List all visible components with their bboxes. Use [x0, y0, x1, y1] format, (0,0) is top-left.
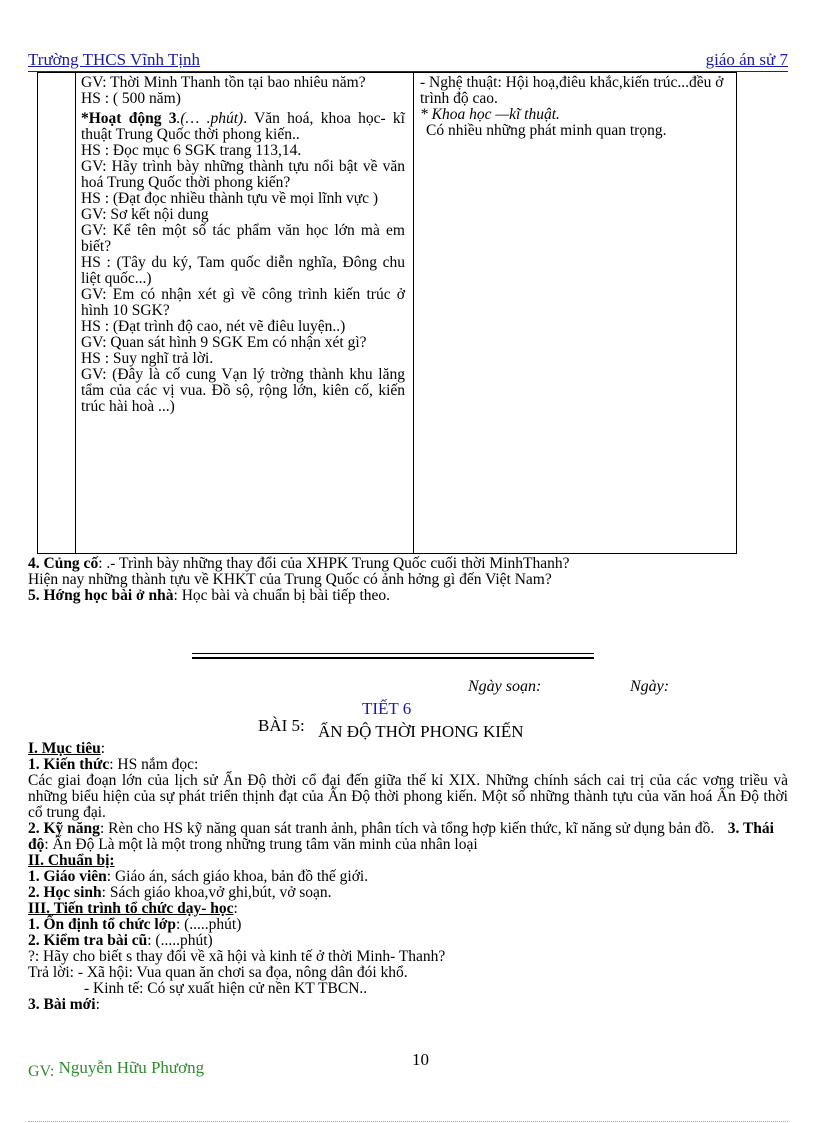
table-line: GV: (Đây là cố cung Vạn lý trờng thành khu lăng tẩm của các vị vua. Đồ sộ, rộng lớn, kiên cố, kiến trúc hài hoà ...) [81, 366, 405, 415]
class-org-label: 1. Ổn định tổ chức lớp [28, 916, 176, 933]
table-line: HS : (Đạt đọc nhiều thành tựu về mọi lĩnh vực ) [81, 190, 379, 207]
table-line: HS : ( 500 năm) [81, 90, 181, 107]
review-question: ?: Hãy cho biết s thay đổi về xã hội và kinh tế ở thời Minh- Thanh? [28, 948, 446, 965]
footer-teacher-name: Nguyễn Hữu Phương [58, 1058, 205, 1077]
activity-label: *Hoạt động 3 [81, 110, 177, 127]
process-heading: III. Tiến trình tổ chức dạy- học [28, 900, 234, 917]
table-col-empty [38, 73, 76, 553]
table-line: HS : (Đạt trình độ cao, nét vẽ điêu luyện..) [81, 318, 346, 335]
new-lesson-label: 3. Bài mới [28, 996, 96, 1013]
homework-text: : Học bài và chuẩn bị bài tiếp theo. [173, 587, 391, 604]
footer-gv-prefix: GV: [28, 1063, 55, 1080]
skills-label: 2. Kỹ năng [28, 820, 100, 837]
prep-heading: II. Chuẩn bị: [28, 852, 115, 869]
lesson-number: BÀI 5: [258, 716, 305, 735]
answer-line-1: Trả lời: - Xã hội: Vua quan ăn chơi sa đọa, nông dân đói khổ. [28, 964, 408, 981]
page-number: 10 [412, 1050, 429, 1069]
table-line: HS : Suy nghĩ trả lời. [81, 350, 214, 367]
homework-label: 5. Hớng học bài ở nhà [28, 587, 174, 604]
table-col-content [414, 73, 736, 553]
table-line: HS : (Tây du ký, Tam quốc diễn nghĩa, Đông chu liệt quốc...) [81, 254, 405, 287]
table-right-content [420, 75, 728, 139]
teacher-prep-label: 1. Giáo viên [28, 868, 107, 885]
review-label: 4. Củng cố [28, 555, 99, 572]
table-line: GV: Quan sát hình 9 SGK Em có nhận xét gì? [81, 334, 367, 351]
objectives-colon: : [100, 740, 106, 757]
process-colon: : [233, 900, 238, 917]
teacher-prep-text: : Giáo án, sách giáo khoa, bản đồ thế giới. [106, 868, 369, 885]
date-teach: Ngày: [630, 678, 670, 695]
review-text: : .- Trình bày những thay đổi của XHPK Trung Quốc cuối thời MinhThanh? [98, 555, 570, 572]
old-lesson-check-text: : (.....phút) [147, 932, 213, 949]
lesson-period: TIẾT 6 [362, 699, 412, 718]
knowledge-body: Các giai đoạn lớn của lịch sử Ấn Độ thời cổ đại đến giữa thế kỉ XIX. Những chính sách cai trị của các vơng triều và những biểu hiện của sự phát triển thịnh đạt của Ấn Độ thời phong kiến. Một số những thành tựu của văn hoá Ấn Độ thời cổ trung đại. [28, 772, 788, 821]
footer-teacher [28, 1060, 204, 1080]
review-line2: Hiện nay những thành tựu về KHKT của Trung Quốc có ảnh hởng gì đến Việt Nam? [28, 571, 552, 588]
activity-time: .(… .phút) [176, 110, 244, 127]
table-line: GV: Em có nhận xét gì về công trình kiến trúc ở hình 10 SGK? [81, 286, 405, 319]
table-line: GV: Sơ kết nội dung [81, 206, 209, 223]
objectives-heading: I. Mục tiêu [28, 740, 101, 757]
school-name: Trường THCS Vĩnh Tịnh [28, 50, 201, 69]
table-line: GV: Hãy trình bày những thành tựu nổi bật về văn hoá Trung Quốc thời phong kiến? [81, 158, 405, 191]
answer-line-2: - Kinh tế: Có sự xuất hiện cử nền KT TBCN.. [84, 980, 368, 997]
page-bottom-border [28, 1121, 788, 1122]
table-line: HS : Đọc mục 6 SGK trang 113,14. [81, 142, 302, 159]
review-section [28, 556, 788, 604]
student-prep-label: 2. Học sinh [28, 884, 102, 901]
date-prep: Ngày soạn: [468, 678, 542, 695]
activity-heading [81, 111, 405, 143]
student-prep-text: : Sách giáo khoa,vở ghi,bút, vở soạn. [101, 884, 332, 901]
knowledge-text: : HS nắm đọc: [109, 756, 199, 773]
attitude-label-2: độ [28, 836, 45, 853]
objectives-section [28, 741, 788, 1013]
table-left-content [81, 75, 405, 415]
table-line: GV: Kể tên một số tác phẩm văn học lớn mà em biết? [81, 222, 405, 255]
new-lesson-colon: : [95, 996, 100, 1013]
attitude-label-1: 3. Thái [727, 820, 774, 837]
activity-title: . Văn hoá, khoa học- kĩ thuật Trung Quốc thời phong kiến.. [81, 110, 405, 143]
table-right-line: Có nhiều những phát minh quan trọng. [426, 122, 667, 139]
section-divider [192, 653, 594, 659]
lesson-title: ẤN ĐỘ THỜI PHONG KIẾN [318, 722, 524, 741]
knowledge-label: 1. Kiến thức [28, 756, 110, 773]
table-line: GV: Thời Minh Thanh tồn tại bao nhiêu năm? [81, 74, 366, 91]
class-org-text: : (.....phút) [175, 916, 242, 933]
skills-text: : Rèn cho HS kỹ năng quan sát tranh ảnh, phân tích và tổng hợp kiến thức, kĩ năng sử dụng bản đồ. [99, 820, 715, 837]
old-lesson-check-label: 2. Kiểm tra bài cũ [28, 932, 148, 949]
attitude-text: : Ấn Độ Là một là một trong những trung tâm văn minh của nhân loại [44, 836, 478, 853]
table-right-line: - Nghệ thuật: Hội hoạ,điêu khắc,kiến trúc...đều ở trình độ cao. [420, 74, 724, 107]
table-right-line: * Khoa học —kĩ thuật. [420, 106, 560, 123]
subject-label: giáo án sử 7 [705, 50, 788, 69]
